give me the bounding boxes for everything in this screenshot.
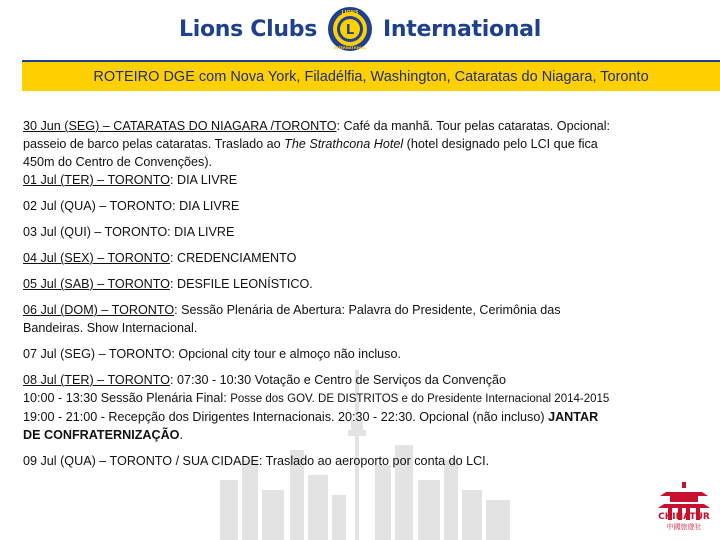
item-heading: 30 Jun (SEG) – CATARATAS DO NIAGARA /TORONTO xyxy=(23,119,337,133)
list-item xyxy=(23,301,693,337)
item-text: Sessão Plenária de Abertura: Palavra do Presidente, Cerimônia das xyxy=(177,303,561,317)
item-heading: 02 Jul (QUA) – TORONTO xyxy=(23,199,173,213)
item-heading: 04 Jul (SEX) – TORONTO xyxy=(23,251,170,265)
item-text: passeio de barco pelas cataratas. Traslado ao xyxy=(23,137,285,151)
item-heading: 03 Jul (QUI) – TORONTO xyxy=(23,225,168,239)
item-text: Opcional city tour e almoço não incluso. xyxy=(174,347,401,361)
item-heading: 08 Jul (TER) – TORONTO xyxy=(23,373,170,387)
list-item xyxy=(23,371,693,444)
title-bar xyxy=(22,60,720,91)
list-item xyxy=(23,223,693,241)
brand-international: International xyxy=(383,16,541,42)
item-sep: : xyxy=(167,225,171,239)
item-text-bold: DE CONFRATERNIZAÇÃO xyxy=(23,428,180,442)
item-sep: : xyxy=(258,454,263,468)
item-text: . xyxy=(179,428,183,442)
item-heading: 01 Jul (TER) – TORONTO xyxy=(23,173,170,187)
item-text: DIA LIVRE xyxy=(175,199,240,213)
item-sep: : xyxy=(336,119,341,133)
chinatur-logo-text: CHINATUR xyxy=(658,512,710,522)
item-text: 450m do Centro de Convenções). xyxy=(23,155,213,169)
item-sep: : xyxy=(174,303,178,317)
emblem-text-bottom: INTERNATIONAL xyxy=(333,46,367,50)
item-sep: : xyxy=(169,173,174,187)
item-heading: 06 Jul (DOM) – TORONTO xyxy=(23,303,175,317)
item-sep: : xyxy=(171,347,175,361)
header-logo-bar xyxy=(0,0,720,58)
item-heading: 07 Jul (SEG) – TORONTO xyxy=(23,347,172,361)
item-text: DIA LIVRE xyxy=(170,225,235,239)
list-item xyxy=(23,345,693,363)
item-heading: 09 Jul (QUA) – TORONTO / SUA CIDADE xyxy=(23,454,259,468)
list-item xyxy=(23,197,693,215)
item-text: Bandeiras. Show Internacional. xyxy=(23,321,198,335)
item-text: 07:30 - 10:30 Votação e Centro de Serviços da Convenção xyxy=(173,373,507,387)
item-sep: : xyxy=(169,277,174,291)
item-text-bold: JANTAR xyxy=(548,410,599,424)
item-text: DIA LIVRE xyxy=(173,173,238,187)
item-text: 10:00 - 13:30 Sessão Plenária Final: xyxy=(23,391,231,405)
itinerary-content xyxy=(23,117,693,478)
item-text: Traslado ao aeroporto por conta do LCI. xyxy=(262,454,490,468)
item-sep: : xyxy=(169,373,174,387)
hotel-name: The Strathcona Hotel xyxy=(284,137,404,151)
list-item xyxy=(23,275,693,293)
chinatur-logo-subtext: 中國旅遊社 xyxy=(666,523,702,531)
list-item xyxy=(23,452,693,470)
list-item xyxy=(23,117,693,189)
item-text-small: Posse dos GOV. DE DISTRITOS e do Presidente Internacional 2014-2015 xyxy=(230,393,610,405)
item-text: CREDENCIAMENTO xyxy=(173,251,297,265)
lions-emblem-icon xyxy=(327,6,373,52)
item-heading: 05 Jul (SAB) – TORONTO xyxy=(23,277,170,291)
emblem-letter: L xyxy=(345,23,355,38)
item-text: 19:00 - 21:00 - Recepção dos Dirigentes Internacionais. 20:30 - 22:30. Opcional (não incluso) xyxy=(23,410,549,424)
item-text: Café da manhã. Tour pelas cataratas. Opcional: xyxy=(340,119,611,133)
item-text: DESFILE LEONÍSTICO. xyxy=(173,277,313,291)
brand-lions-clubs: Lions Clubs xyxy=(179,16,317,42)
item-text: (hotel designado pelo LCI que fica xyxy=(403,137,598,151)
page-title: ROTEIRO DGE com Nova York, Filadélfia, Washington, Cataratas do Niagara, Toronto xyxy=(93,68,649,85)
item-sep: : xyxy=(169,251,174,265)
list-item xyxy=(23,249,693,267)
item-sep: : xyxy=(172,199,176,213)
emblem-text-top: LIONS xyxy=(341,10,359,16)
